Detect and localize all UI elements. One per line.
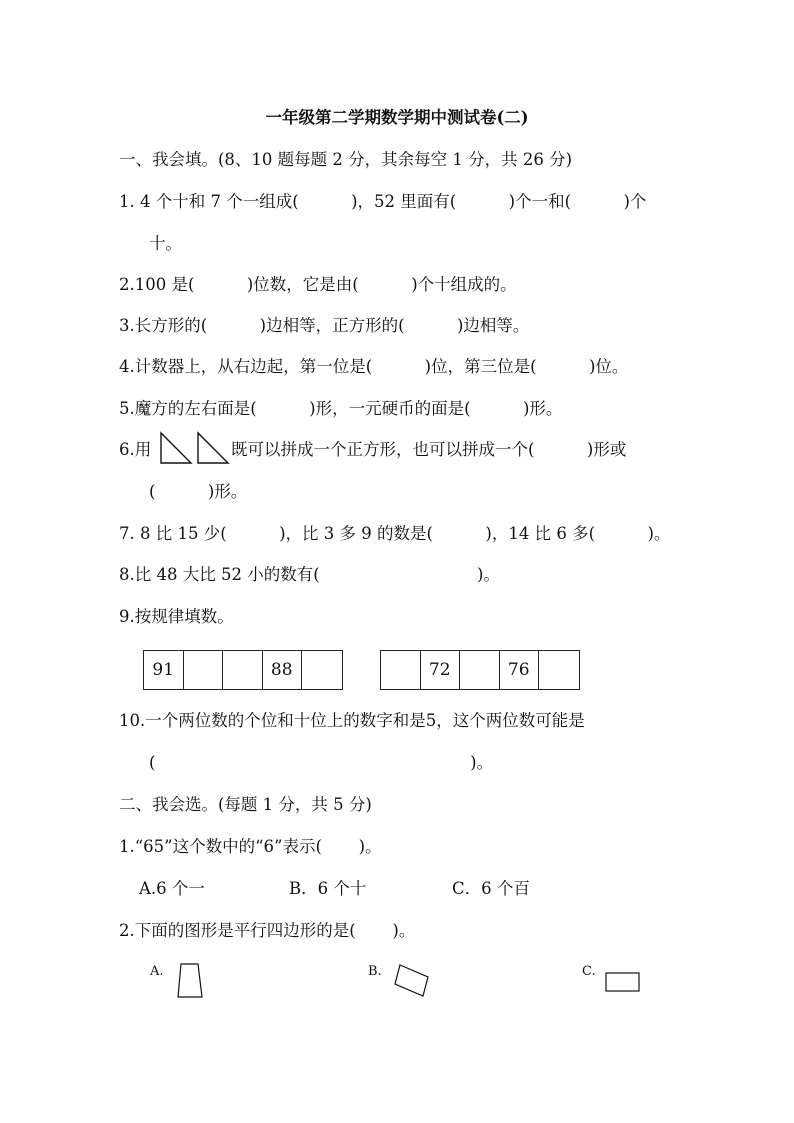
question-9: 9.按规律填数。 bbox=[119, 607, 234, 626]
sequence-cell: 76 bbox=[500, 651, 540, 689]
sequence-cell bbox=[184, 651, 224, 689]
shape-option-b-label: B. bbox=[368, 964, 382, 979]
question-2: 2.100 是( )位数，它是由( )个十组成的。 bbox=[119, 275, 517, 294]
sequence-box-2 bbox=[380, 650, 580, 690]
section1-heading: 一、我会填。(8、10 题每题 2 分，其余每空 1 分，共 26 分) bbox=[119, 150, 573, 169]
sequence-cell bbox=[381, 651, 421, 689]
choice-question-2: 2.下面的图形是平行四边形的是( )。 bbox=[119, 921, 416, 940]
sequence-cell: 91 bbox=[144, 651, 184, 689]
sequence-cell bbox=[302, 651, 342, 689]
question-6-suffix: 既可以拼成一个正方形，也可以拼成一个( )形或 bbox=[231, 440, 627, 459]
choice-question-1: 1.“65”这个数中的“6”表示( )。 bbox=[119, 837, 382, 856]
right-triangle-icon bbox=[160, 432, 192, 464]
question-10-line1: 10.一个两位数的个位和十位上的数字和是5，这个两位数可能是 bbox=[119, 711, 585, 730]
parallelogram-shape bbox=[393, 963, 431, 999]
choice-option-b: B．6 个十 bbox=[289, 879, 367, 898]
choice-option-c: C．6 个百 bbox=[452, 879, 530, 898]
question-1-line2: 十。 bbox=[149, 234, 182, 253]
sequence-cell: 88 bbox=[263, 651, 303, 689]
sequence-cell bbox=[223, 651, 263, 689]
sequence-cell bbox=[539, 651, 579, 689]
question-4: 4.计数器上，从右边起，第一位是( )位，第三位是( )位。 bbox=[119, 357, 629, 376]
trapezoid-shape bbox=[175, 962, 205, 1000]
question-7: 7. 8 比 15 少( )，比 3 多 9 的数是( )，14 比 6 多( )。 bbox=[119, 524, 671, 543]
shape-option-a-label: A. bbox=[150, 964, 164, 979]
question-1-line1: 1. 4 个十和 7 个一组成( )，52 里面有( )个一和( )个 bbox=[119, 192, 647, 211]
question-6-line2: ( )形。 bbox=[149, 482, 248, 501]
page-title: 一年级第二学期数学期中测试卷(二) bbox=[265, 108, 529, 127]
sequence-cell: 72 bbox=[421, 651, 461, 689]
rectangle-shape bbox=[605, 972, 641, 994]
question-5: 5.魔方的左右面是( )形，一元硬币的面是( )形。 bbox=[119, 399, 563, 418]
shape-option-c-label: C. bbox=[582, 964, 596, 979]
right-triangle-icon bbox=[197, 432, 229, 464]
question-6-prefix: 6.用 bbox=[119, 440, 152, 459]
sequence-cell bbox=[460, 651, 500, 689]
question-8: 8.比 48 大比 52 小的数有( )。 bbox=[119, 565, 500, 584]
question-3: 3.长方形的( )边相等，正方形的( )边相等。 bbox=[119, 316, 530, 335]
sequence-box-1 bbox=[143, 650, 343, 690]
choice-option-a: A.6 个一 bbox=[139, 879, 205, 898]
section2-heading: 二、我会选。(每题 1 分，共 5 分) bbox=[119, 795, 372, 814]
question-10-line2: ( )。 bbox=[149, 753, 494, 772]
